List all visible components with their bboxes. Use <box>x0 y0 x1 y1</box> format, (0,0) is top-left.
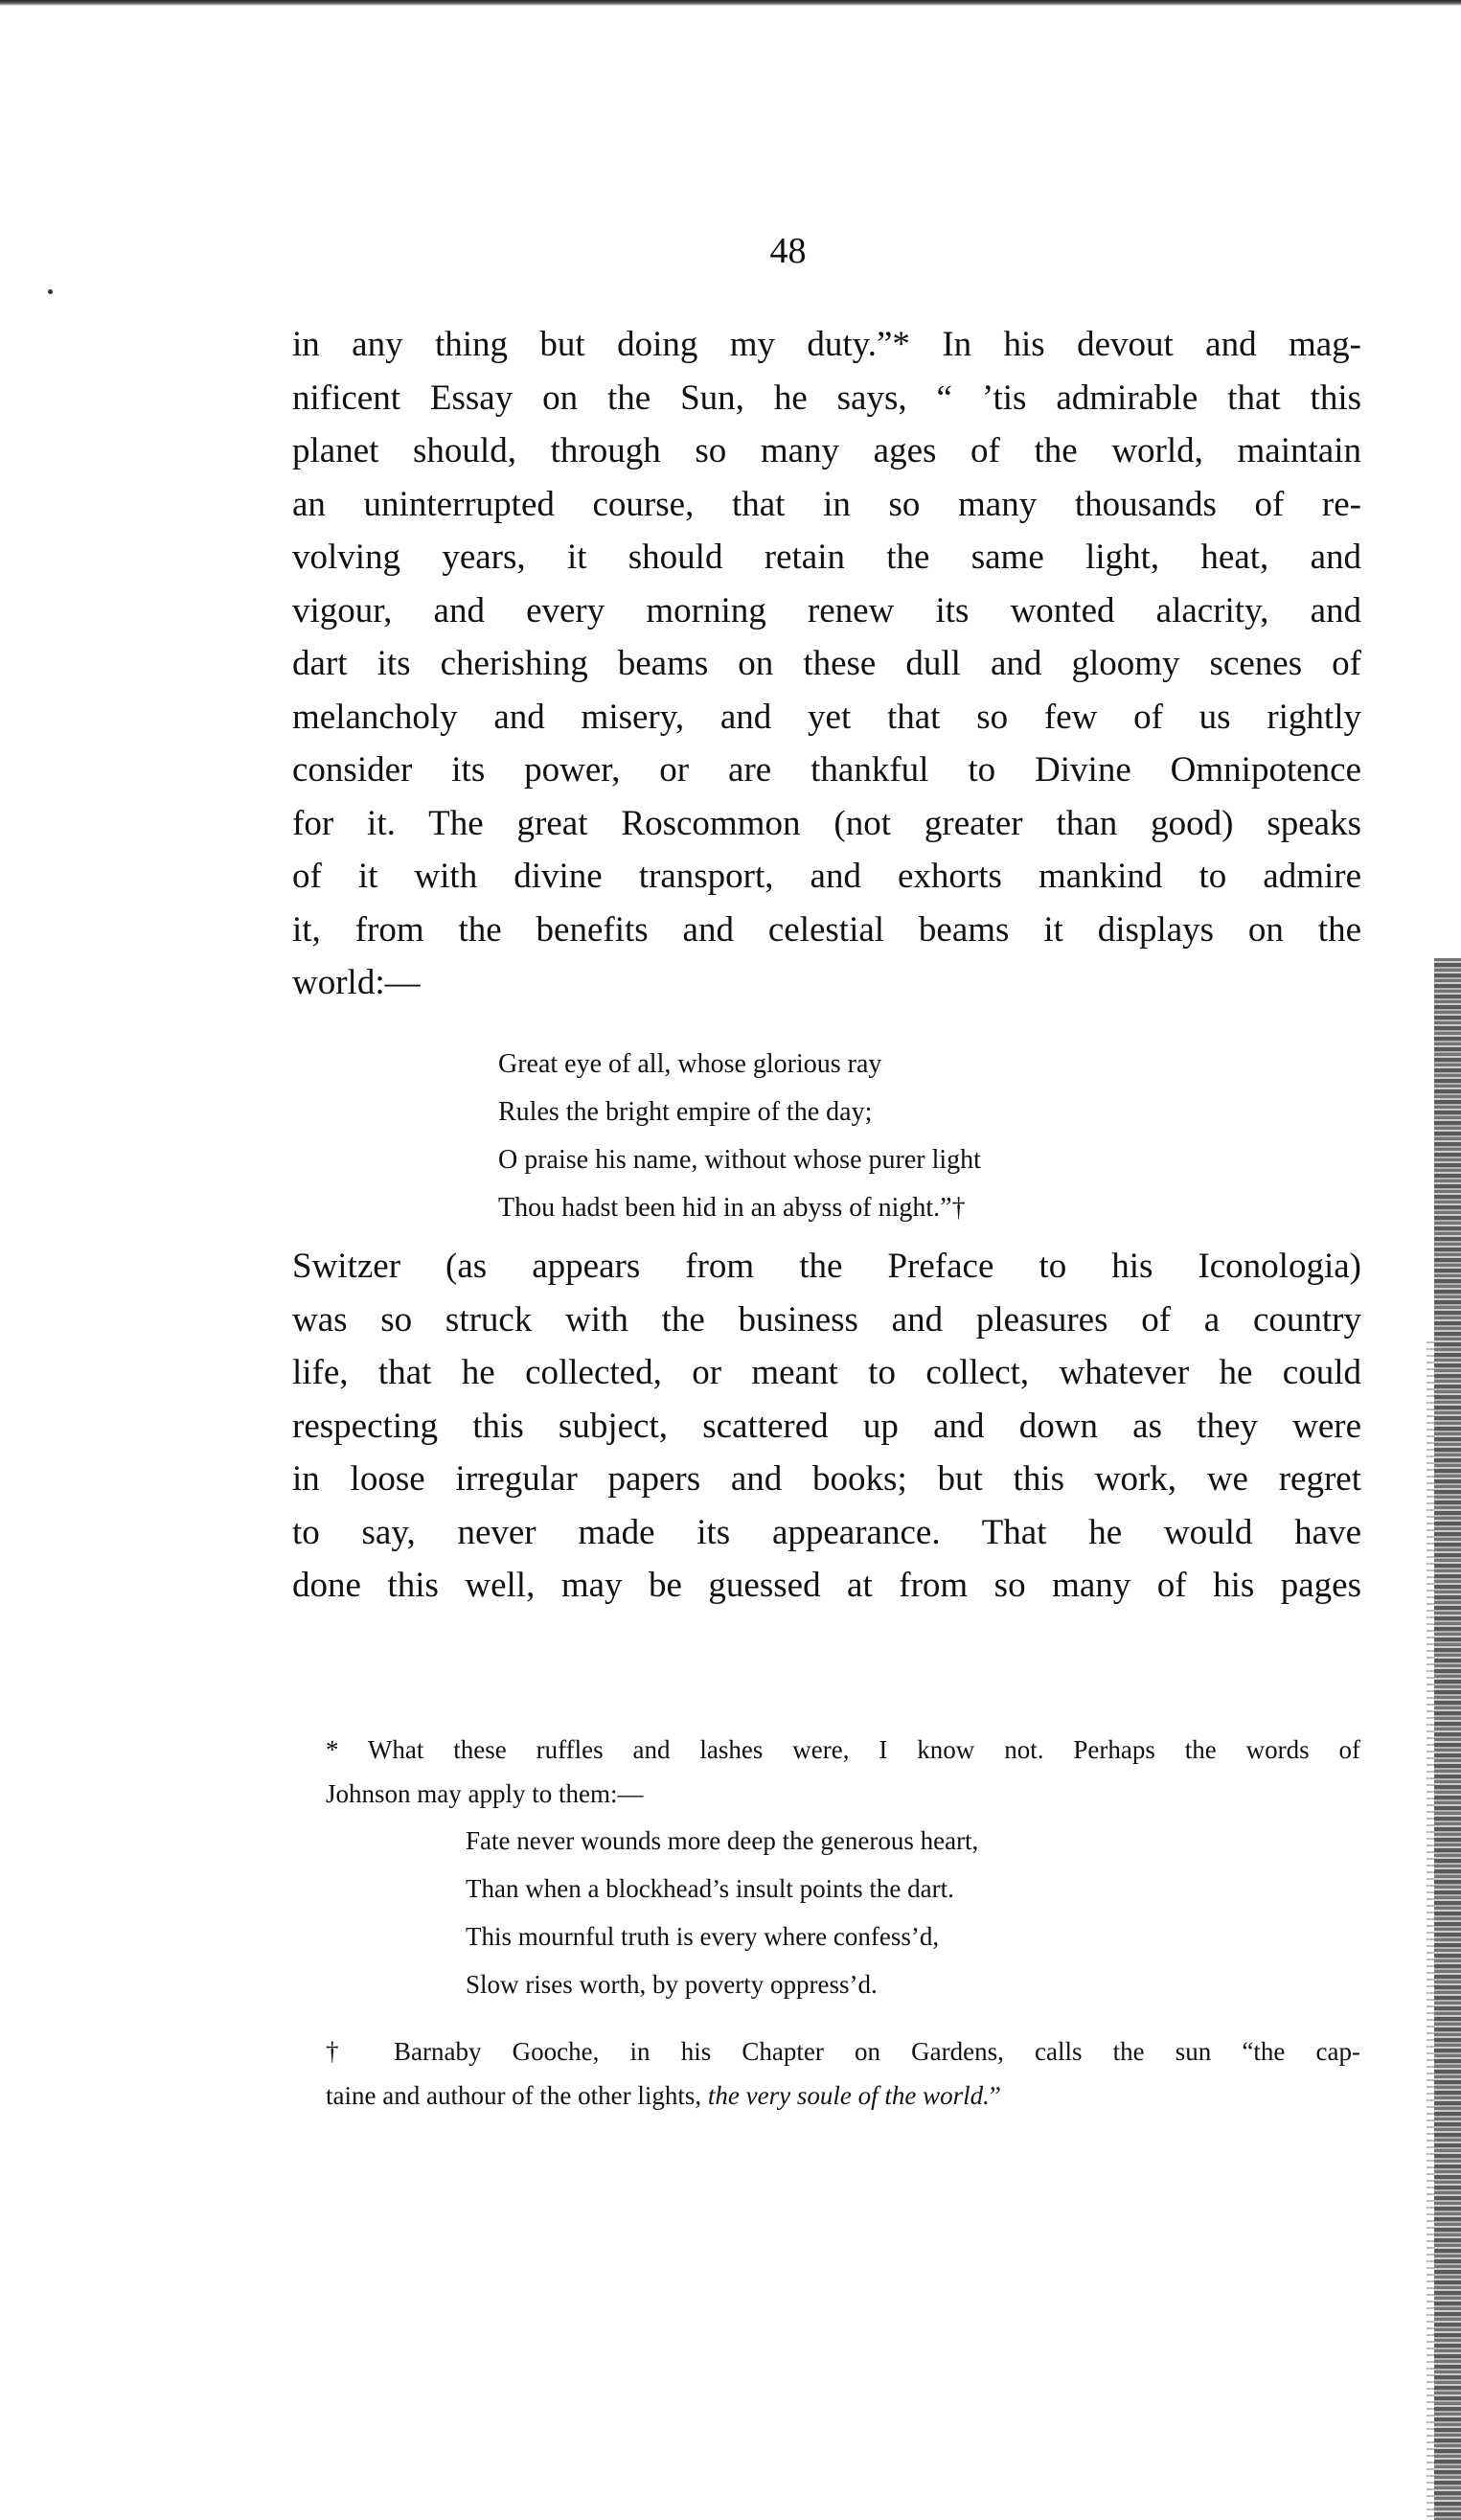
footnote-2-text: taine and authour of the other lights, <box>326 2081 708 2110</box>
text-line: vigour, and every morning renew its wonted alacrity, and <box>292 590 1361 630</box>
scan-page-edge-inner <box>1427 1341 1434 2520</box>
text-line: was so struck with the business and pleasures of a country <box>292 1299 1361 1340</box>
footnote-2-line: † Barnaby Gooche, in his Chapter on Gardens, calls the sun “the cap- <box>326 2037 1360 2066</box>
paragraph-2 <box>292 1240 1361 1613</box>
scan-page-edge <box>1434 958 1461 2520</box>
text-line: in any thing but doing my duty.”* In his devout and mag- <box>292 325 1361 364</box>
footnote-2 <box>326 2029 1360 2118</box>
verse-line: O praise his name, without whose purer light <box>498 1145 981 1175</box>
text-line: to say, never made its appearance. That he would have <box>292 1512 1361 1552</box>
text-line: in loose irregular papers and books; but this work, we regret <box>292 1459 1361 1499</box>
text-line: nificent Essay on the Sun, he says, “ ’tis admirable that this <box>292 378 1361 418</box>
verse-quotation <box>498 1041 981 1232</box>
text-line: it, from the benefits and celestial beams it displays on the <box>292 909 1361 950</box>
footnote-1-verse <box>466 1817 978 2008</box>
text-line: planet should, through so many ages of the world, maintain <box>292 431 1361 470</box>
text-line: world:— <box>292 963 421 1002</box>
footnote-verse-line: Fate never wounds more deep the generous heart, <box>466 1826 979 1855</box>
footnote-2-close-quote: ” <box>989 2081 1001 2110</box>
text-line: life, that he collected, or meant to collect, whatever he could <box>292 1353 1361 1392</box>
paragraph-1 <box>292 318 1361 1010</box>
text-line: done this well, may be guessed at from so many of his pages <box>292 1566 1361 1605</box>
footnote-verse-line: Slow rises worth, by poverty oppress’d. <box>466 1970 878 1999</box>
footnote-1 <box>326 1728 1360 1816</box>
text-line: an uninterrupted course, that in so many thousands of re- <box>292 484 1361 524</box>
verse-line: Thou hadst been hid in an abyss of night.”† <box>498 1193 966 1223</box>
text-line: of it with divine transport, and exhorts mankind to admire <box>292 857 1361 896</box>
text-line: Switzer (as appears from the Preface to his Iconologia) <box>292 1247 1361 1286</box>
footnote-line: Johnson may apply to them:— <box>326 1779 644 1808</box>
text-line: volving years, it should retain the same light, heat, and <box>292 538 1361 577</box>
text-line: respecting this subject, scattered up and down as they were <box>292 1406 1361 1446</box>
text-line: dart its cherishing beams on these dull and gloomy scenes of <box>292 644 1361 683</box>
scan-top-edge <box>0 0 1461 6</box>
verse-line: Rules the bright empire of the day; <box>498 1097 873 1127</box>
footnote-verse-line: This mournful truth is every where confess’d, <box>466 1922 940 1951</box>
footnote-line: * What these ruffles and lashes were, I know not. Perhaps the words of <box>326 1735 1360 1764</box>
footnote-2-line <box>326 2073 1360 2118</box>
text-line: consider its power, or are thankful to Divine Omnipotence <box>292 750 1361 790</box>
text-line: for it. The great Roscommon (not greater than good) speaks <box>292 803 1361 843</box>
footnote-2-italic-quote: the very soule of the world. <box>707 2081 990 2110</box>
footnote-verse-line: Than when a blockhead’s insult points the dart. <box>466 1874 954 1903</box>
text-line: melancholy and misery, and yet that so few of us rightly <box>292 697 1361 737</box>
verse-line: Great eye of all, whose glorious ray <box>498 1049 882 1079</box>
margin-mark <box>48 289 53 294</box>
page-number: 48 <box>769 231 807 271</box>
